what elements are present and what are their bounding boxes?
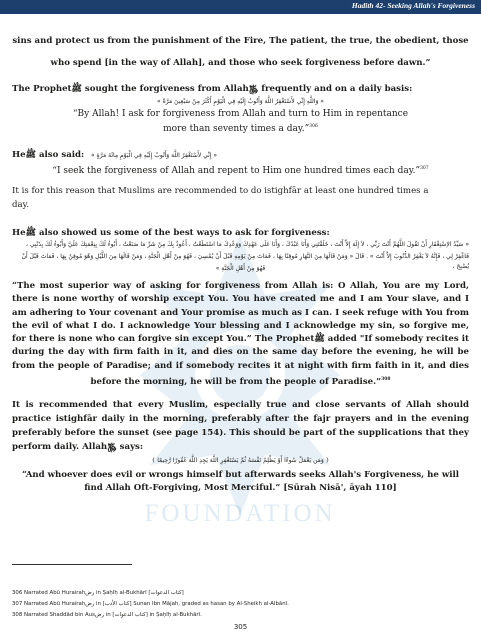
dua-continuation-line1: sins and protect us from the punishment of the Fire, The patient, the true, the obedient, those — [12, 36, 469, 46]
running-header-title: Hadith 42- Seeking Allah's Forgiveness — [351, 1, 475, 10]
dua-continuation-line2: who spend [in the way of Allah], and those who seek forgiveness before dawn.” — [50, 58, 431, 68]
footnote-306: 306 Narrated Abū Hurairahرض in Ṣaḥīḥ al-Bukhārī [كتاب الدعوات] — [12, 590, 184, 596]
paragraph-istighfar-recommendation-line2: day. — [12, 200, 30, 210]
page-number: 305 — [233, 623, 248, 631]
hadith-arabic-hundred: « إِنِّي لأَسْتَغْفِرُ اللَّهَ وَأَتُوبُ إِلَيْهِ فِي الْيَوْمِ مِائَةَ مَرَّةٍ » — [90, 152, 218, 159]
footnote-separator — [12, 564, 132, 565]
paragraph-prophet-seventy-intro: The Prophetﷺ sought the forgiveness from Allah﷿ frequently and on a daily basis: — [12, 84, 413, 94]
paragraph-hundred-times — [12, 149, 469, 162]
hadith-quote-hundred: “I seek the forgiveness of Allah and repent to Him one hundred times each day.”$^{307}$ — [52, 166, 429, 176]
footnote-307: 307 Narrated Abū Hurairahرض in [كتاب الأدب] Sunan Ibn Mājah, graded as hasan by Al-Sheikh al-Albānī. — [12, 601, 289, 607]
quran-nisa-110-arabic: ﴿ وَمَن يَعْمَلْ سُوءًا أَوْ يَظْلِمْ نَفْسَهُ ثُمَّ يَسْتَغْفِرِ اللَّهَ يَجِدِ اللَّهَ غَفُورًا رَّحِيمًا ﴾ — [151, 457, 330, 464]
sayyid-al-istighfar-arabic-line1: « سَيِّدُ الاِسْتِغْفَارِ أَنْ تَقُولَ اللَّهُمَّ أَنْتَ رَبِّي ، لاَ إِلَهَ إِلاَّ أَنْتَ ، خَلَقْتَنِي وَأَنَا عَبْدُكَ ، وَأَنَا عَلَى عَهْدِكَ وَوَعْدِكَ مَا اسْتَطَعْتُ ، أَعُوذُ بِكَ مِنْ شَرِّ مَا صَنَعْتُ ، أَبُوءُ لَكَ بِنِعْمَتِكَ عَلَيَّ وَأَبُوءُ لَكَ بِذَنْبِي ، — [25, 241, 469, 248]
paragraph-morning-evening-istighfar: It is recommended that every Muslim, especially true and close servants of Allah should practice istighfār daily in the morning, preferably after the fajr prayers and in the evening preferably before the sunset (see page 154). This should be part of the supplications that they perform daily. Allah﷿ says: — [12, 400, 469, 452]
sayyid-al-istighfar-arabic-line2: فَاغْفِرْ لِي ، فَإِنَّهُ لاَ يَغْفِرُ الذُّنُوبَ إِلاَّ أَنْتَ » . قَالَ « وَمَنْ قَالَهَا مِنَ النَّهَارِ مُوقِنًا بِهَا ، فَمَاتَ مِنْ يَوْمِهِ قَبْلَ أَنْ يُمْسِيَ ، فَهُوَ مِنْ أَهْلِ الْجَنَّةِ ، وَمَنْ قَالَهَا مِنَ اللَّيْلِ وَهْوَ مُوقِنٌ بِهَا ، فَمَاتَ قَبْلَ أَنْ يُصْبِحَ ، — [21, 253, 469, 270]
quran-nisa-110-translation-line2: find Allah Oft-Forgiving, Most Merciful.” [Sūrah Nisā', āyah 110] — [84, 483, 397, 493]
foundation-watermark-text: FOUNDATION — [144, 500, 336, 527]
hadith-arabic-seventy: « وَاللَّهِ إِنِّي لأَسْتَغْفِرُ اللَّهَ وَأَتُوبُ إِلَيْهِ فِي الْيَوْمِ أَكْثَرَ مِنْ سَبْعِينَ مَرَّةً » — [157, 98, 324, 105]
footnote-ref-308: 308 — [381, 377, 391, 383]
hadith-quote-seventy-line1: “By Allah! I ask for forgiveness from Allah and turn to Him in repentance — [72, 109, 409, 119]
paragraph-best-ways-intro: Heﷺ also showed us some of the best ways to ask for forgiveness: — [12, 228, 330, 238]
quran-nisa-110-translation-line1: “And whoever does evil or wrongs himself but afterwards seeks Allah's Forgiveness, he will — [21, 470, 460, 480]
sayyid-al-istighfar-arabic-line3: فَهُوَ مِنْ أَهْلِ الْجَنَّةِ » — [215, 265, 266, 272]
sayyid-al-istighfar-translation: “The most superior way of asking for forgiveness from Allah is: O Allah, You are my Lord, there is none worthy of worship except You. You have created me and I am Your slave, and I am adhering to Your covenant and Your promise as much as I can. I seek refuge with You from the evil of what I do. I acknowledge Your blessing and I acknowledge my sin, so forgive me, for there is none who can forgive sin except You.” The Prophetﷺ added "If somebody recites it during the day with firm faith in it, and dies on the same day before the evening, he will be from the people of Paradise; and if somebody recites it at night with firm faith in it, and dies before the morning, he will be from the people of Paradise.”$^{308}$ — [12, 281, 469, 387]
footnote-ref-306: 306 — [309, 124, 318, 129]
he-also-said-label: Heﷺ also said: — [12, 150, 85, 160]
paragraph-istighfar-recommendation-line1: It is for this reason that Muslims are recommended to do istighfār at least one hundred times a — [12, 186, 429, 196]
footnote-308: 308 Narrated Shaddād bin Ausرض in [كتاب الدعوات] in Ṣaḥīḥ al-Bukhārī. — [12, 612, 202, 618]
footnote-ref-307: 307 — [420, 166, 429, 171]
hadith-quote-seventy-line2: more than seventy times a day.”$^{306}$ — [163, 124, 318, 134]
